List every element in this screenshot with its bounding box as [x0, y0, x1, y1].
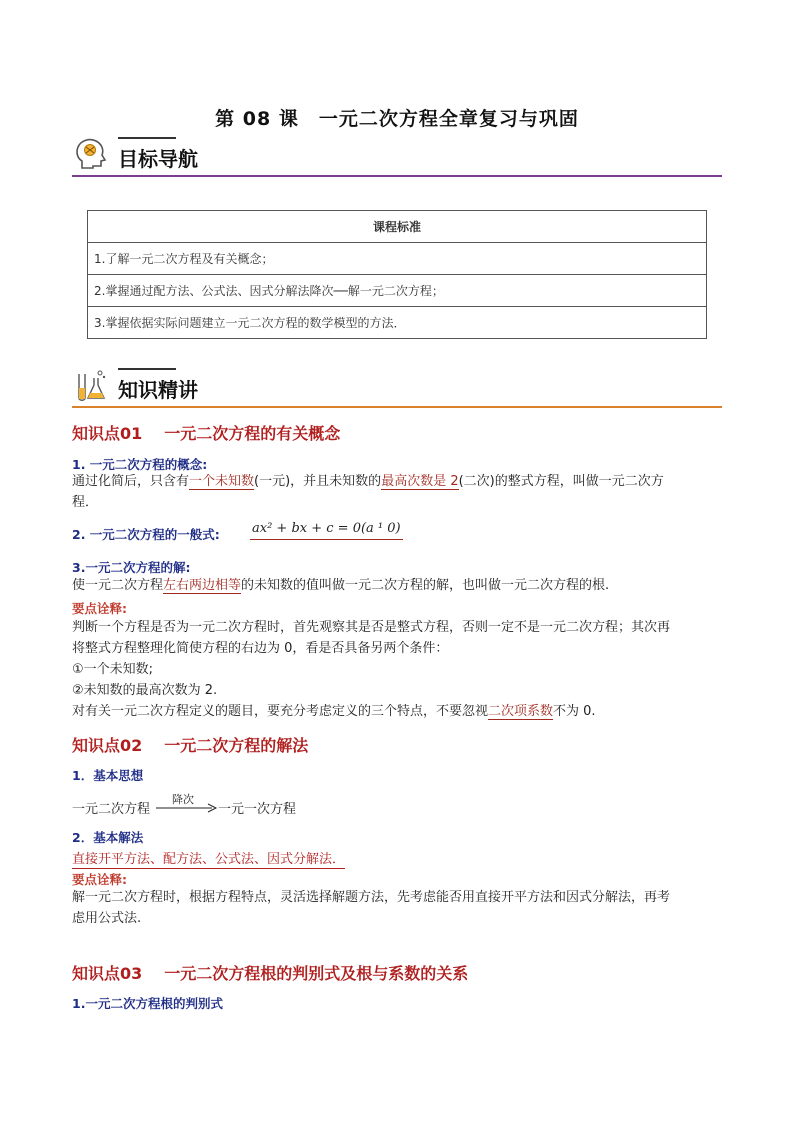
page-title: 第 08 课 一元二次方程全章复习与巩固 [215, 108, 579, 130]
general-form-formula: ax² + bx + c = 0(a ¹ 0) [250, 521, 403, 540]
underlined-term: 二次项系数 [488, 704, 554, 719]
course-standards-table [87, 210, 707, 339]
text-run: 使一元二次方程 [72, 578, 164, 593]
knowledge-point-1-heading [72, 421, 340, 444]
lab-flask-icon [74, 368, 108, 402]
kp1-concept-heading: 1. 一元二次方程的概念: [72, 457, 208, 472]
kp1-code: 知识点01 [72, 424, 143, 443]
kp2-methods-heading: 2．基本解法 [72, 830, 144, 845]
text-run: 的未知数的值叫做一元二次方程的解，也叫做一元二次方程的根. [241, 578, 610, 593]
flow-arrow-label: 降次 [172, 793, 194, 806]
tip-line: 判断一个方程是否为一元二次方程时，首先观察其是否是整式方程，否则一定不是一元二次方程；其次再 [72, 620, 671, 635]
section-goals-header [72, 137, 722, 173]
tip-line: 解一元二次方程时，根据方程特点，灵活选择解题方法，先考虑能否用直接开平方法和因式分解法，再考 [72, 890, 671, 905]
text-run: (二次)的整式方程，叫做一元二次方 [458, 474, 664, 489]
tip-line: 将整式方程整理化简使方程的右边为 0，看是否具备另两个条件： [72, 641, 449, 656]
kp3-title: 一元二次方程根的判别式及根与系数的关系 [164, 964, 469, 983]
kp2-tip-heading: 要点诠释: [72, 872, 127, 887]
kp2-code: 知识点02 [72, 736, 143, 755]
kp3-code: 知识点03 [72, 964, 143, 983]
section-knowledge-topline [118, 368, 176, 370]
brain-head-icon [74, 137, 108, 171]
knowledge-point-3-heading [72, 961, 468, 984]
kp1-solution-heading: 3.一元二次方程的解: [72, 560, 191, 575]
standards-item: 3.掌握依据实际问题建立一元二次方程的数学模型的方法． [88, 307, 707, 339]
knowledge-point-2-heading [72, 733, 308, 756]
section-goals-title: 目标导航 [118, 147, 198, 171]
tip-line [72, 701, 724, 722]
flow-left-label: 一元二次方程 [72, 802, 151, 817]
section-goals-topline [118, 137, 176, 139]
tip-line: ①一个未知数; [72, 662, 154, 677]
kp1-solution-text [72, 575, 724, 596]
kp1-tip-text [72, 617, 724, 722]
reduction-flow [72, 789, 372, 819]
text-run: 对有关一元二次方程定义的题目，要充分考虑定义的三个特点，不要忽视 [72, 704, 489, 719]
kp2-methods-text: 直接开平方法、配方法、公式法、因式分解法． [72, 848, 345, 869]
standards-item: 2.掌握通过配方法、公式法、因式分解法降次──解一元二次方程； [88, 275, 707, 307]
arrow-right-icon [156, 803, 218, 813]
tip-line: ②未知数的最高次数为 2. [72, 683, 218, 698]
text-run: (一元)，并且未知数的 [254, 474, 382, 489]
underlined-term: 左右两边相等 [163, 578, 242, 593]
text-run: 程． [72, 495, 99, 510]
tip-line: 虑用公式法. [72, 911, 142, 926]
kp1-concept-text [72, 471, 724, 513]
section-knowledge-header [72, 368, 722, 404]
section-knowledge-title: 知识精讲 [118, 378, 198, 402]
kp3-discriminant-heading: 1.一元二次方程根的判别式 [72, 996, 223, 1011]
kp1-title: 一元二次方程的有关概念 [164, 424, 341, 443]
kp1-general-form-heading: 2. 一元二次方程的一般式: [72, 527, 220, 542]
kp2-tip-text [72, 887, 724, 929]
underlined-term: 最高次数是 2 [381, 474, 459, 489]
kp2-title: 一元二次方程的解法 [164, 736, 309, 755]
kp1-tip-heading: 要点诠释: [72, 601, 127, 616]
section-goals-rule [72, 175, 722, 177]
standards-header: 课程标准 [88, 211, 707, 243]
standards-item: 1.了解一元二次方程及有关概念； [88, 243, 707, 275]
kp2-idea-heading: 1．基本思想 [72, 768, 144, 783]
text-run: 不为 0. [553, 704, 596, 719]
section-knowledge-rule [72, 406, 722, 408]
flow-right-label: 一元一次方程 [218, 802, 297, 817]
text-run: 通过化简后，只含有 [72, 474, 190, 489]
underlined-term: 一个未知数 [189, 474, 255, 489]
